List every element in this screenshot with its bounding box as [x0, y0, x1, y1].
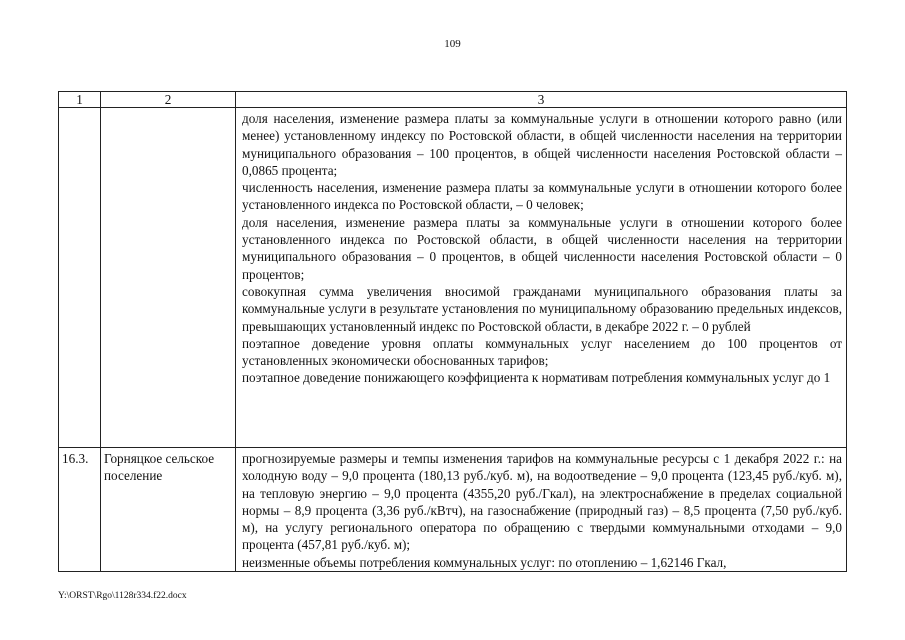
paragraph: поэтапное доведение уровня оплаты коммунальных услуг населением до 100 процентов от установленных экономически обоснованных тарифов;: [242, 335, 842, 369]
document-path-footer: Y:\ORST\Rgo\1128r334.f22.docx: [58, 591, 187, 601]
paragraph: поэтапное доведение понижающего коэффициента к нормативам потребления коммунальных услуг до 1: [242, 370, 831, 386]
municipality-name: [101, 108, 236, 448]
row-number: [59, 108, 101, 448]
table-row: [59, 108, 847, 448]
paragraph: доля населения, изменение размера платы за коммунальные услуги в отношении которого более установленного индекса по Ростовской области, в общей численности населения на территории муниципального образования – 0 процентов, в общей численности населения Ростовской области – 0 процентов;: [242, 214, 842, 282]
column-header-1: 1: [59, 92, 101, 108]
paragraph: неизменные объемы потребления коммунальных услуг: по отоплению – 1,62146 Гкал,: [242, 554, 727, 570]
document-table: [58, 91, 847, 572]
measures-cell: [236, 448, 847, 572]
page-number: 109: [444, 38, 461, 50]
column-header-3: 3: [236, 92, 847, 108]
table-header-row: [59, 92, 847, 108]
column-header-2: 2: [101, 92, 236, 108]
table-row: [59, 448, 847, 572]
paragraph: доля населения, изменение размера платы за коммунальные услуги в отношении которого равно (или менее) установленному индексу по Ростовской области, в общей численности населения на территории муниципального образования – 100 процентов, в общей численности населения Ростовской области – 0,0865 процента;: [242, 111, 842, 178]
measures-cell: [236, 108, 847, 448]
paragraph: численность населения, изменение размера платы за коммунальные услуги в отношении которого более установленного индекса по Ростовской области, – 0 человек;: [242, 180, 842, 213]
municipality-name: Горняцкое сельское поселение: [101, 448, 236, 572]
paragraph: прогнозируемые размеры и темпы изменения тарифов на коммунальные ресурсы с 1 декабря 2022 г.: на холодную воду – 9,0 процента (180,13 руб./куб. м), на водоотведение – 9,0 процента (123,45 руб./куб. м), на тепловую энергию – 9,0 процента (4355,20 руб./Гкал), на электроснабжение в пределах социальной нормы – 8,9 процента (3,36 руб./кВтч), на газоснабжение (природный газ) – 8,5 процента (7,50 руб./куб. м), на услугу регионального оператора по обращению с твердыми коммунальными отходами – 9,0 процента (457,81 руб./куб. м);: [242, 451, 842, 553]
paragraph: совокупная сумма увеличения вносимой гражданами муниципального образования платы за коммунальные услуги в результате установления по муниципальному образованию предельных индексов, превышающих установленный индекс по Ростовской области, в декабре 2022 г. – 0 рублей: [242, 283, 842, 334]
row-number: 16.3.: [59, 448, 101, 572]
